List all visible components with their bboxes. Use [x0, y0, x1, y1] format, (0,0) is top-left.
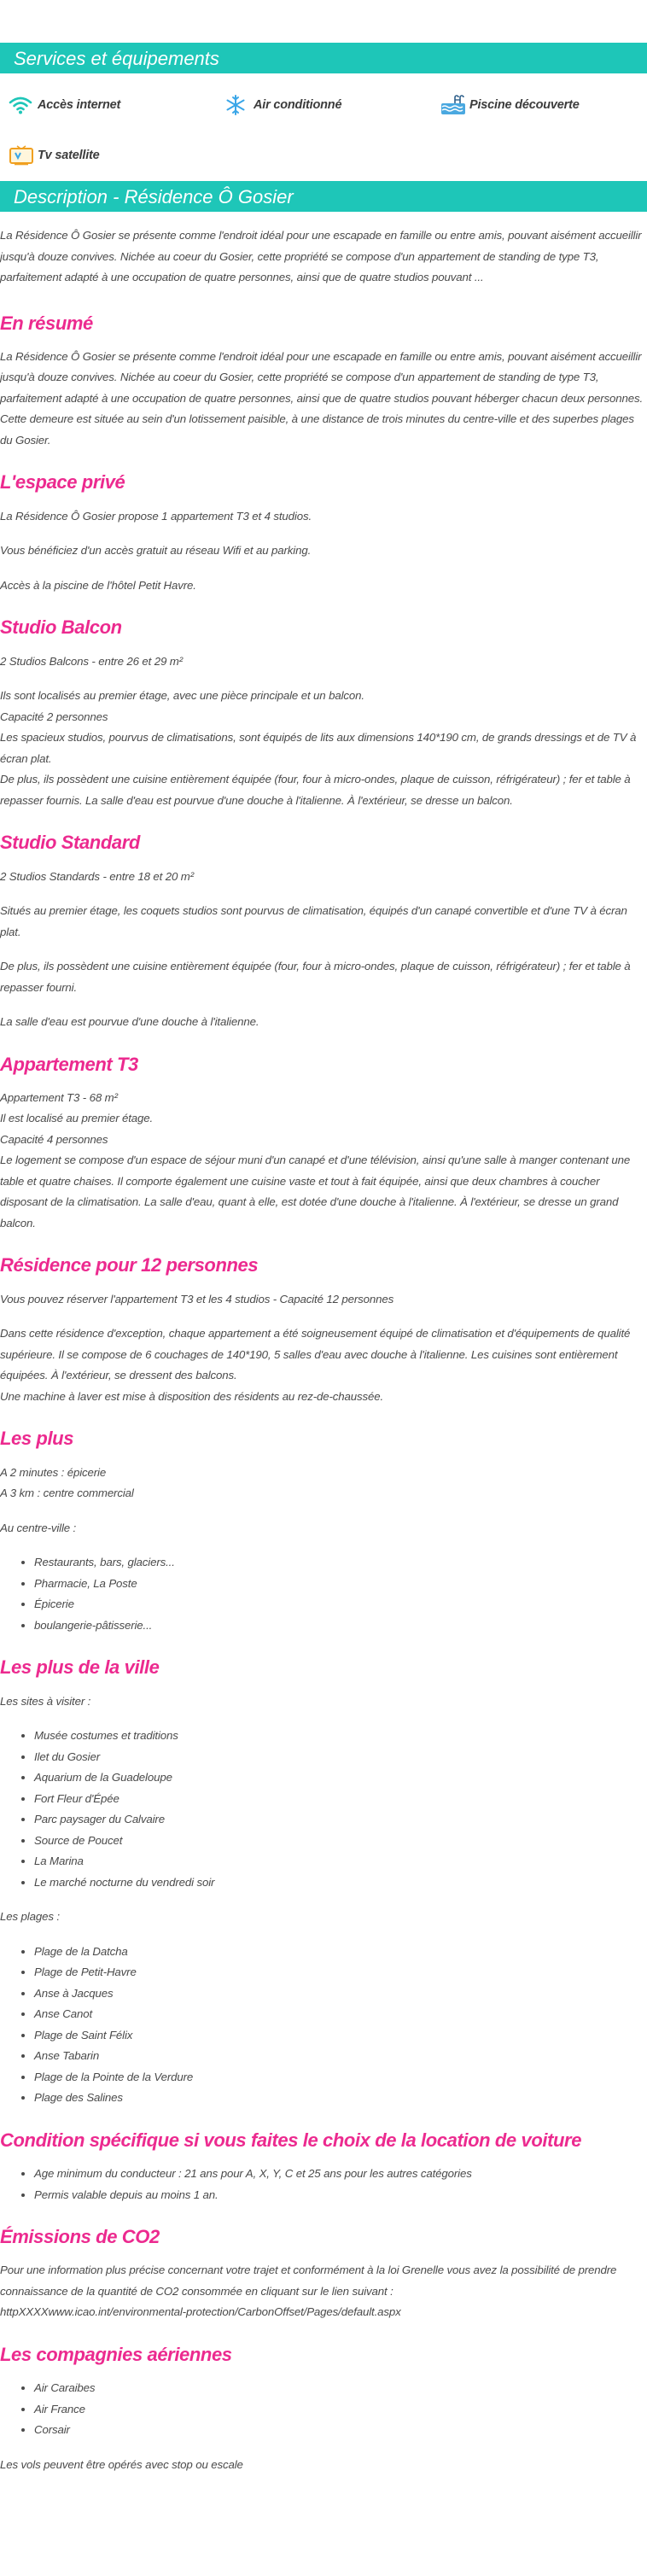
- plus-line: Au centre-ville :: [0, 1521, 77, 1534]
- compagnies-list: [0, 2378, 647, 2441]
- list-item: • La Marina: [34, 1851, 647, 1872]
- balcon-subtitle: 2 Studios Balcons - entre 26 et 29 m²: [0, 654, 183, 668]
- section-title-compagnies: Les compagnies aériennes: [0, 2343, 232, 2365]
- standard-paragraph: Situés au premier étage, les coquets studios sont pourvus de climatisation, équipés d'un canapé convertible et d'une TV à écran plat.: [0, 904, 627, 938]
- list-item: • Parc paysager du Calvaire: [34, 1809, 647, 1831]
- sites-label: Les sites à visiter :: [0, 1694, 91, 1708]
- t3-line: Le logement se compose d'un espace de séjour muni d'un canapé et d'une télévision, ainsi qu'une salle à manger contenant une table et quatre chaises. Il comporte également une cuisine vaste et tout à fait équipée, ainsi que deux chambres à coucher disposant de la climatisation. La salle d'eau, quant à elle, est dotée d'une douche à l'italienne. À l'extérieur, se dresse un grand balcon.: [0, 1154, 631, 1230]
- amenity-label: Accès internet: [38, 98, 121, 112]
- description-header: [0, 181, 647, 212]
- amenity-internet: [9, 94, 224, 116]
- section-title-resume: En résumé: [0, 312, 93, 334]
- amenity-label: Piscine découverte: [469, 98, 580, 112]
- list-item: • Fort Fleur d'Épée: [34, 1789, 647, 1810]
- douze-paragraph: Vous pouvez réserver l'appartement T3 et les 4 studios - Capacité 12 personnes: [0, 1292, 394, 1306]
- section-title-plus: Les plus: [0, 1428, 74, 1450]
- section-title-voiture: Condition spécifique si vous faites le choix de la location de voiture: [0, 2129, 582, 2151]
- section-title-prive: L'espace privé: [0, 471, 125, 494]
- t3-line: Appartement T3 - 68 m²: [0, 1090, 118, 1104]
- resume-paragraph: La Résidence Ô Gosier se présente comme l'endroit idéal pour une escapade en famille ou entre amis, pouvant aisément accueillir jusqu'à douze convives. Nichée au coeur du Gosier, cette propriété se compose d'un appartement de standing de type T3, parfaitement adapté à une occupation de quatre personnes, ainsi que de quatre studios pouvant héberger chacun deux personnes.: [0, 349, 644, 405]
- compagnies-note: Les vols peuvent être opérés avec stop ou escale: [0, 2457, 243, 2471]
- standard-subtitle: 2 Studios Standards - entre 18 et 20 m²: [0, 869, 194, 883]
- amenities-grid: [0, 73, 647, 176]
- co2-paragraph: Pour une information plus précise concernant votre trajet et conformément à la loi Grenelle vous avez la possibilité de prendre connaissance de la quantité de CO2 consommée en cliquant sur le lien suivant :: [0, 2263, 617, 2298]
- douze-paragraph: Une machine à laver est mise à disposition des résidents au rez-de-chaussée.: [0, 1389, 384, 1403]
- prive-paragraph: Accès à la piscine de l'hôtel Petit Havre.: [0, 578, 196, 592]
- amenity-tv: [9, 144, 224, 166]
- list-item: • Permis valable depuis au moins 1 an.: [34, 2185, 647, 2206]
- balcon-paragraph: De plus, ils possèdent une cuisine entièrement équipée (four, four à micro-ondes, plaque de cuisson, réfrigérateur) ; fer et table à repasser fournis. La salle d'eau est pourvue d'une douche à l'italienne. À l'extérieur, se dresse un balcon.: [0, 773, 631, 807]
- plus-line: A 3 km : centre commercial: [0, 1487, 134, 1500]
- list-item: • Le marché nocturne du vendredi soir: [34, 1872, 647, 1894]
- t3-line: Il est localisé au premier étage.: [0, 1112, 154, 1125]
- services-title: Services et équipements: [14, 48, 219, 69]
- pool-icon: [440, 95, 469, 115]
- resume-paragraph: Cette demeure est située au sein d'un lotissement paisible, à une distance de trois minutes du centre-ville et des superbes plages du Gosier.: [0, 412, 634, 447]
- list-item: • Aquarium de la Guadeloupe: [34, 1767, 647, 1789]
- section-title-co2: Émissions de CO2: [0, 2226, 160, 2248]
- amenity-label: Air conditionné: [254, 98, 342, 112]
- plages-label: Les plages :: [0, 1910, 60, 1924]
- section-title-balcon: Studio Balcon: [0, 616, 122, 639]
- standard-paragraph: De plus, ils possèdent une cuisine entièrement équipée (four, four à micro-ondes, plaque de cuisson, réfrigérateur) ; fer et table à repasser fourni.: [0, 960, 631, 994]
- sites-list: [0, 1726, 647, 1893]
- list-item: • boulangerie-pâtisserie...: [34, 1615, 647, 1637]
- plages-list: [0, 1942, 647, 2109]
- list-item: • Plage des Salines: [34, 2088, 647, 2109]
- list-item: • Corsair: [34, 2420, 647, 2441]
- amenity-pool: [440, 94, 647, 116]
- balcon-paragraph: Capacité 2 personnes: [0, 710, 108, 723]
- list-item: • Épicerie: [34, 1594, 647, 1615]
- list-item: • Age minimum du conducteur : 21 ans pour A, X, Y, C et 25 ans pour les autres catégories: [34, 2164, 647, 2185]
- prive-paragraph: La Résidence Ô Gosier propose 1 appartement T3 et 4 studios.: [0, 509, 312, 523]
- list-item: • Anse à Jacques: [34, 1983, 647, 2005]
- list-item: • Pharmacie, La Poste: [34, 1574, 647, 1595]
- description-title: Description - Résidence Ô Gosier: [14, 186, 294, 207]
- description-intro: La Résidence Ô Gosier se présente comme l'endroit idéal pour une escapade en famille ou entre amis, pouvant aisément accueillir jusqu'à douze convives. Nichée au coeur du Gosier, cette propriété se compose d'un appartement de standing de type T3, parfaitement adapté à une occupation de quatre personnes, ainsi que de quatre studios pouvant ...: [0, 229, 642, 283]
- services-header: [0, 43, 647, 73]
- section-title-ville: Les plus de la ville: [0, 1656, 160, 1679]
- prive-paragraph: Vous bénéficiez d'un accès gratuit au réseau Wifi et au parking.: [0, 544, 312, 558]
- t3-line: Capacité 4 personnes: [0, 1132, 108, 1146]
- description-content: [0, 225, 647, 2475]
- douze-paragraph: Dans cette résidence d'exception, chaque appartement a été soigneusement équipé de climatisation et d'équipements de qualité supérieure. Il se compose de 6 couchages de 140*190, 5 salles d'eau avec douche à l'italienne. Les cuisines sont entièrement équipées. À l'extérieur, se dressent des balcons.: [0, 1327, 631, 1382]
- list-item: • Plage de Petit-Havre: [34, 1962, 647, 1983]
- section-title-t3: Appartement T3: [0, 1053, 138, 1075]
- list-item: • Musée costumes et traditions: [34, 1726, 647, 1747]
- tv-icon: [9, 145, 38, 166]
- list-item: • Plage de Saint Félix: [34, 2025, 647, 2047]
- co2-link[interactable]: httpXXXXwww.icao.int/environmental-protection/CarbonOffset/Pages/default.aspx: [0, 2305, 401, 2319]
- voiture-list: [0, 2164, 647, 2205]
- list-item: • Ilet du Gosier: [34, 1747, 647, 1768]
- amenity-label: Tv satellite: [38, 149, 100, 162]
- plus-line: A 2 minutes : épicerie: [0, 1465, 107, 1479]
- wifi-icon: [9, 95, 38, 115]
- list-item: • Plage de la Pointe de la Verdure: [34, 2067, 647, 2088]
- amenity-aircon: [224, 94, 440, 116]
- section-title-standard: Studio Standard: [0, 832, 140, 854]
- list-item: • Restaurants, bars, glaciers...: [34, 1552, 647, 1574]
- balcon-paragraph: Les spacieux studios, pourvus de climatisations, sont équipés de lits aux dimensions 140*190 cm, de grands dressings et de TV à écran plat.: [0, 731, 637, 765]
- list-item: • Plage de la Datcha: [34, 1942, 647, 1963]
- list-item: • Anse Canot: [34, 2004, 647, 2025]
- section-title-douze: Résidence pour 12 personnes: [0, 1254, 259, 1276]
- standard-paragraph: La salle d'eau est pourvue d'une douche à l'italienne.: [0, 1015, 259, 1029]
- plus-list: [0, 1552, 647, 1636]
- snowflake-icon: [224, 95, 254, 115]
- balcon-paragraph: Ils sont localisés au premier étage, avec une pièce principale et un balcon.: [0, 689, 364, 703]
- list-item: • Source de Poucet: [34, 1831, 647, 1852]
- list-item: • Air Caraibes: [34, 2378, 647, 2399]
- list-item: • Air France: [34, 2399, 647, 2421]
- list-item: • Anse Tabarin: [34, 2046, 647, 2067]
